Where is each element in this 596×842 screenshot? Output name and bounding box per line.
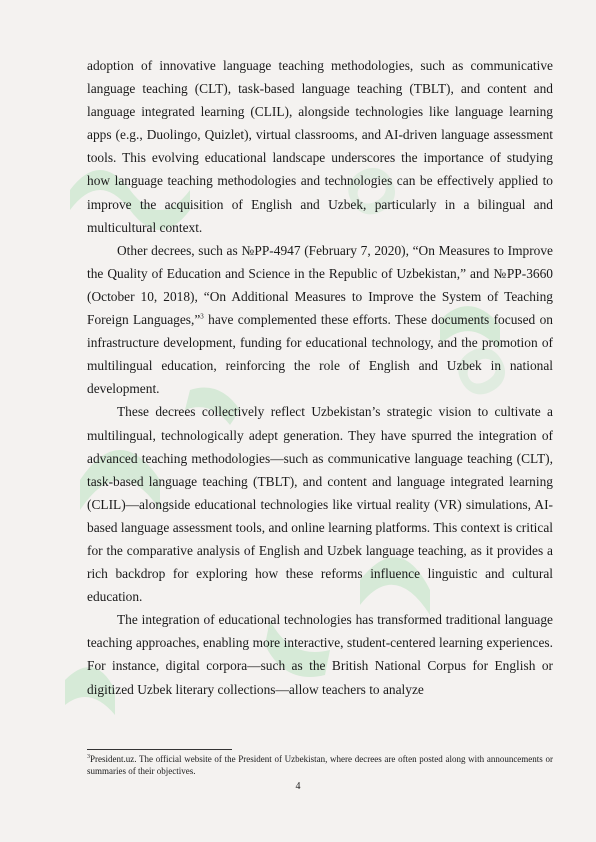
paragraph-strategic-vision: These decrees collectively reflect Uzbekistan’s strategic vision to cultivate a multilingual, technologically adept generation. They have spurred the integration of advanced teaching methodologies—such as communicative language teaching (CLT), task-based language teaching (TBLT), and content and language integrated learning (CLIL)—alongside educational technologies like virtual reality (VR) simulations, AI-based language assessment tools, and online learning platforms. This context is critical for the comparative analysis of English and Uzbek language teaching, as it provides a rich backdrop for exploring how these reforms influence linguistic and cultural education. [87,404,553,605]
footnote [87,754,553,777]
body-text [87,54,553,701]
paragraph-other-decrees [87,239,553,401]
footnote-reference[interactable]: 3 [200,312,204,321]
page-number: 4 [295,781,301,792]
paragraph-continuation: adoption of innovative language teaching methodologies, such as communicative language teaching (CLT), task-based language teaching (TBLT), and content and language integrated learning (CLIL), alongside technologies like language learning apps (e.g., Duolingo, Quizlet), virtual classrooms, and AI-driven language assessment tools. This evolving educational landscape underscores the importance of studying how language teaching methodologies and technologies can be effectively applied to improve the acquisition of English and Uzbek, particularly in a bilingual and multicultural context. [87,58,553,235]
footnote-text: President.uz. The official website of the President of Uzbekistan, where decrees are often posted along with announcements or summaries of their objectives. [87,754,553,776]
paragraph-integration: The integration of educational technologies has transformed traditional language teaching approaches, enabling more interactive, student-centered learning experiences. For instance, digital corpora—such as the British National Corpus for English or digitized Uzbek literary collections—allow teachers to analyze [87,612,553,697]
footnote-separator [87,749,232,750]
svg-text:O: O [437,332,524,412]
footnote-marker: 3 [87,754,90,760]
paragraph-text: Other decrees, such as №PP-4947 (February 7, 2020), “On Measures to Improve the Quality of Education and Science in the Republic of Uzbekistan,” and №PP-3660 (October 10, 2018), “On Additional Measures to Improve the System of Teaching Foreign Languages,” [87,242,553,328]
paragraph-text: have complemented these efforts. These documents focused on infrastructure development, funding for educational technology, and the promotion of multilingual education, reinforcing the role of English and Uzbek in national development. [87,312,553,397]
svg-text:O: O [327,152,414,232]
